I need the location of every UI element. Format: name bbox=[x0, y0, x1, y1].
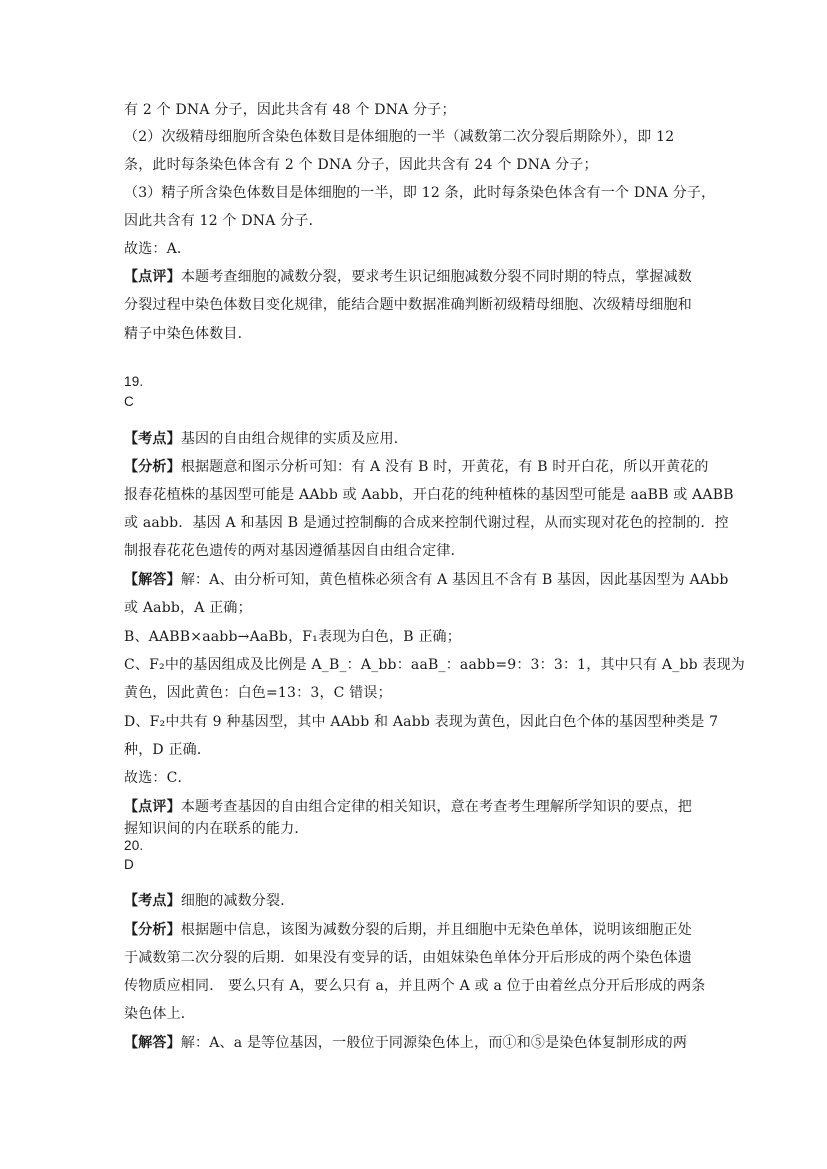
text-line: 报春花植株的基因型可能是 AAbb 或 Aabb，开白花的纯种植株的基因型可能是 aaBB 或 AABB bbox=[124, 487, 734, 503]
text-line: 于减数第二次分裂的后期．如果没有变异的话，由姐妹染色单体分开后形成的两个染色体遗 bbox=[124, 950, 692, 966]
comment-line bbox=[124, 268, 692, 286]
text-line: 或 aabb．基因 A 和基因 B 是通过控制酶的合成来控制代谢过程，从而实现对花色的控制的．控 bbox=[124, 515, 729, 531]
comment-text: 本题考查细胞的减数分裂，要求考生识记细胞减数分裂不同时期的特点，掌握减数 bbox=[180, 269, 693, 285]
text-line: 条，此时每条染色体含有 2 个 DNA 分子，因此共含有 24 个 DNA 分子； bbox=[124, 157, 598, 173]
point-text: 基因的自由组合规律的实质及应用． bbox=[180, 431, 409, 447]
text-line: 种，D 正确． bbox=[124, 742, 212, 758]
text-line: 制报春花花色遗传的两对基因遵循基因自由组合定律． bbox=[124, 543, 465, 559]
text-line: 因此共含有 12 个 DNA 分子． bbox=[124, 213, 323, 229]
text-line: 传物质应相同． 要么只有 A，要么只有 a，并且两个 A 或 a 位于由着丝点分开后形成的两条 bbox=[124, 978, 706, 994]
analysis-tag: 【分析】 bbox=[124, 922, 181, 938]
point-line bbox=[124, 892, 294, 910]
text-line: 或 Aabb，A 正确； bbox=[124, 600, 252, 616]
text-line: （2）次级精母细胞所含染色体数目是体细胞的一半（减数第二次分裂后期除外），即 12 bbox=[124, 129, 675, 145]
question-number: 19. bbox=[124, 374, 144, 389]
analysis-text: 根据题中信息，该图为减数分裂的后期，并且细胞中无染色单体，说明该细胞正处 bbox=[180, 922, 693, 938]
text-line: 故选：A． bbox=[124, 241, 192, 257]
text-line: 握知识间的内在联系的能力． bbox=[124, 821, 309, 837]
solution-line bbox=[124, 571, 729, 589]
analysis-tag: 【分析】 bbox=[124, 459, 181, 475]
text-line: 黄色，因此黄色：白色=13：3，C 错误； bbox=[124, 685, 392, 701]
answer-letter: D bbox=[124, 857, 134, 872]
analysis-line bbox=[124, 921, 692, 939]
comment-line bbox=[124, 798, 692, 816]
comment-tag: 【点评】 bbox=[124, 799, 181, 815]
text-line: 染色体上． bbox=[124, 1006, 195, 1022]
text-line: B、AABB×aabb→AaBb，F₁表现为白色，B 正确； bbox=[124, 629, 461, 645]
text-line: 分裂过程中染色体数目变化规律，能结合题中数据准确判断初级精母细胞、次级精母细胞和 bbox=[124, 297, 692, 313]
solution-tag: 【解答】 bbox=[124, 1035, 181, 1051]
solution-line bbox=[124, 1034, 687, 1052]
text-line: D、F₂中共有 9 种基因型，其中 AAbb 和 Aabb 表现为黄色，因此白色个体的基因型种类是 7 bbox=[124, 714, 719, 730]
point-tag: 【考点】 bbox=[124, 431, 181, 447]
solution-text: 解：A、a 是等位基因，一般位于同源染色体上，而①和⑤是染色体复制形成的两 bbox=[180, 1035, 688, 1051]
analysis-line bbox=[124, 458, 709, 476]
point-line bbox=[124, 430, 408, 448]
text-line: C、F₂中的基因组成及比例是 A_B_：A_bb：aaB_：aabb=9：3：3：1，其中只有 A_bb 表现为 bbox=[124, 657, 746, 673]
comment-tag: 【点评】 bbox=[124, 269, 181, 285]
point-tag: 【考点】 bbox=[124, 893, 181, 909]
comment-text: 本题考查基因的自由组合定律的相关知识，意在考查考生理解所学知识的要点，把 bbox=[180, 799, 693, 815]
text-line: 有 2 个 DNA 分子，因此共含有 48 个 DNA 分子； bbox=[124, 102, 456, 118]
solution-text: 解：A、由分析可知，黄色植株必须含有 A 基因且不含有 B 基因，因此基因型为 AAbb bbox=[180, 572, 729, 588]
question-number: 20. bbox=[124, 838, 144, 853]
text-line: 精子中染色体数目． bbox=[124, 326, 252, 342]
text-line: （3）精子所含染色体数目是体细胞的一半，即 12 条，此时每条染色体含有一个 DNA 分子， bbox=[124, 185, 716, 201]
point-text: 细胞的减数分裂． bbox=[180, 893, 295, 909]
text-line: 故选：C． bbox=[124, 770, 192, 786]
solution-tag: 【解答】 bbox=[124, 572, 181, 588]
analysis-text: 根据题意和图示分析可知：有 A 没有 B 时，开黄花，有 B 时开白花，所以开黄花的 bbox=[180, 459, 709, 475]
answer-letter: C bbox=[124, 394, 134, 409]
